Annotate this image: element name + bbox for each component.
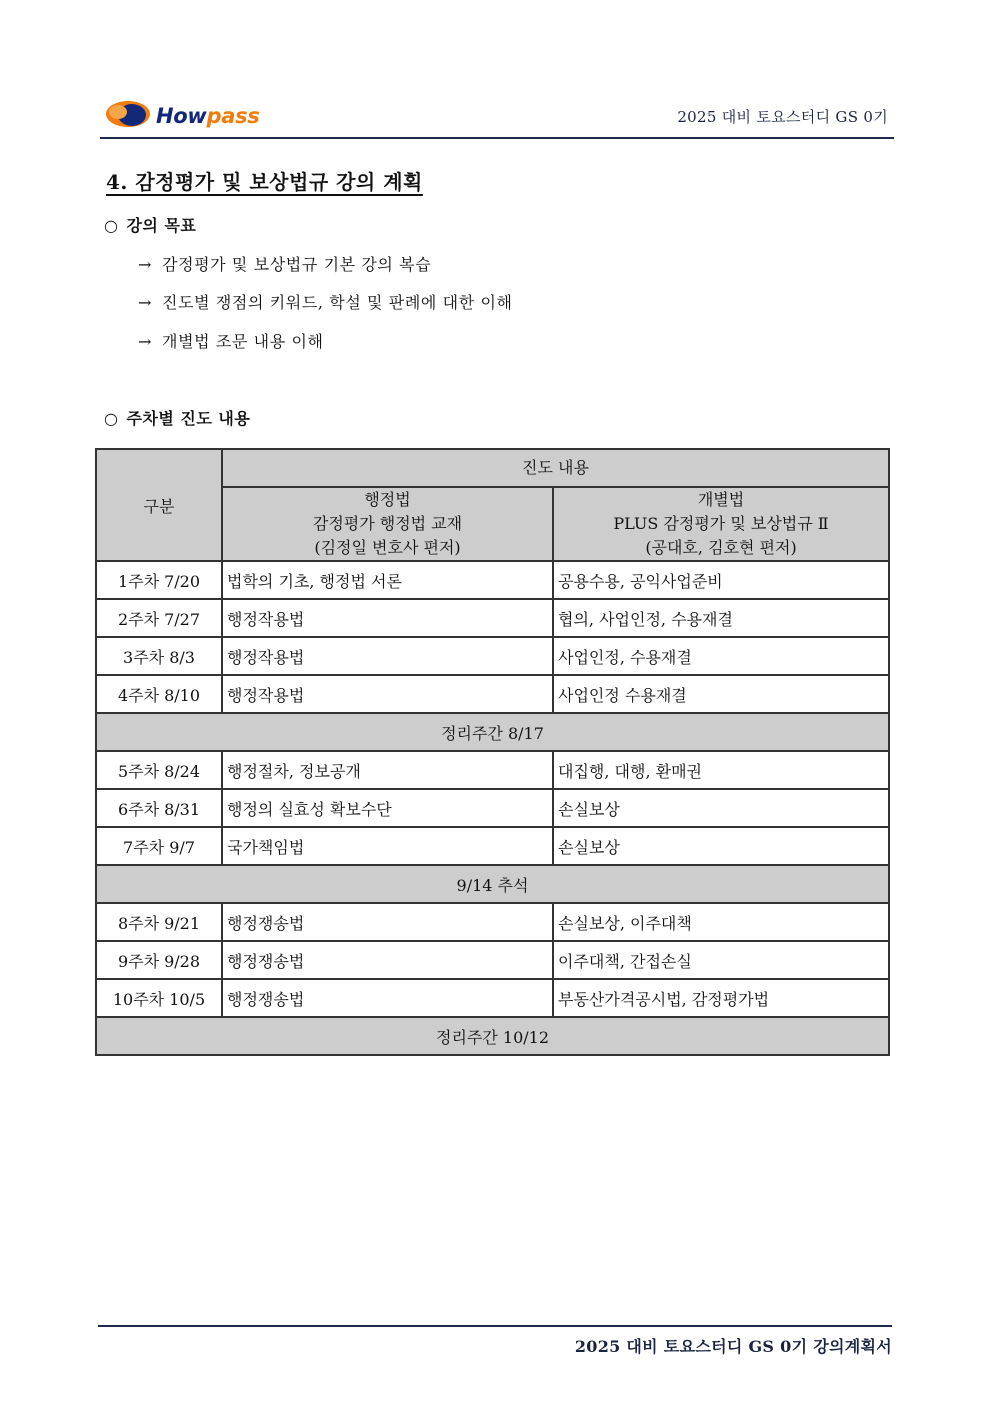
week-cell: 9주차 9/28 xyxy=(96,941,222,979)
goal-item: → 진도별 쟁점의 키워드, 학설 및 판례에 대한 이해 xyxy=(138,293,513,312)
circle-bullet-icon: ○ xyxy=(104,409,119,428)
logo-wordmark: Howpass xyxy=(156,104,260,128)
col-group-header: 구분 xyxy=(96,449,222,561)
review-week-cell: 정리주간 8/17 xyxy=(96,713,889,751)
circle-bullet-icon: ○ xyxy=(104,216,119,235)
table-row xyxy=(96,827,889,865)
right-arrow-icon: → xyxy=(138,255,153,274)
individual-law-cell: 대집행, 대행, 환매권 xyxy=(553,751,889,789)
admin-law-cell: 행정작용법 xyxy=(222,637,553,675)
admin-law-cell: 법학의 기초, 행정법 서론 xyxy=(222,561,553,599)
review-week-row xyxy=(96,865,889,903)
col-admin-law-header: 행정법 감정평가 행정법 교재 (김정일 변호사 편저) xyxy=(222,487,553,561)
schedule-heading: ○ 주차별 진도 내용 xyxy=(104,409,251,428)
review-week-cell: 정리주간 10/12 xyxy=(96,1017,889,1055)
individual-law-cell: 손실보상 xyxy=(553,789,889,827)
col-individual-law-header: 개별법 PLUS 감정평가 및 보상법규 Ⅱ (공대호, 김호현 편저) xyxy=(553,487,889,561)
right-arrow-icon: → xyxy=(138,293,153,312)
week-cell: 4주차 8/10 xyxy=(96,675,222,713)
individual-law-cell: 협의, 사업인정, 수용재결 xyxy=(553,599,889,637)
goals-heading: ○ 강의 목표 xyxy=(104,216,197,235)
week-cell: 1주차 7/20 xyxy=(96,561,222,599)
individual-law-cell: 손실보상 xyxy=(553,827,889,865)
individual-law-cell: 사업인정, 수용재결 xyxy=(553,637,889,675)
header-rule xyxy=(100,137,894,139)
section-title: 4. 감정평가 및 보상법규 강의 계획 xyxy=(106,170,423,194)
page-header xyxy=(100,96,894,138)
table-row xyxy=(96,599,889,637)
table-row xyxy=(96,675,889,713)
table-row xyxy=(96,789,889,827)
header-course-label: 2025 대비 토요스터디 GS 0기 xyxy=(677,108,888,126)
week-cell: 10주차 10/5 xyxy=(96,979,222,1017)
content-header: 진도 내용 xyxy=(222,449,889,487)
footer-label: 2025 대비 토요스터디 GS 0기 강의계획서 xyxy=(574,1337,892,1356)
table-header-row xyxy=(96,449,889,487)
week-cell: 6주차 8/31 xyxy=(96,789,222,827)
footer-rule xyxy=(98,1325,892,1327)
admin-law-cell: 행정절차, 정보공개 xyxy=(222,751,553,789)
review-week-row xyxy=(96,713,889,751)
individual-law-cell: 사업인정 수용재결 xyxy=(553,675,889,713)
admin-law-cell: 행정쟁송법 xyxy=(222,941,553,979)
individual-law-cell: 공용수용, 공익사업준비 xyxy=(553,561,889,599)
goal-item: → 개별법 조문 내용 이해 xyxy=(138,332,324,351)
review-week-row xyxy=(96,1017,889,1055)
individual-law-cell: 이주대책, 간접손실 xyxy=(553,941,889,979)
admin-law-cell: 행정작용법 xyxy=(222,599,553,637)
goal-item: → 감정평가 및 보상법규 기본 강의 복습 xyxy=(138,255,432,274)
table-row xyxy=(96,561,889,599)
admin-law-cell: 행정쟁송법 xyxy=(222,903,553,941)
individual-law-cell: 부동산가격공시법, 감정평가법 xyxy=(553,979,889,1017)
right-arrow-icon: → xyxy=(138,332,153,351)
review-week-cell: 9/14 추석 xyxy=(96,865,889,903)
week-cell: 7주차 9/7 xyxy=(96,827,222,865)
week-cell: 2주차 7/27 xyxy=(96,599,222,637)
admin-law-cell: 행정의 실효성 확보수단 xyxy=(222,789,553,827)
table-row xyxy=(96,941,889,979)
week-cell: 8주차 9/21 xyxy=(96,903,222,941)
table-row xyxy=(96,637,889,675)
table-row xyxy=(96,903,889,941)
schedule-table xyxy=(95,448,890,1056)
logo-mark-icon xyxy=(106,98,154,130)
table-row xyxy=(96,751,889,789)
admin-law-cell: 국가책임법 xyxy=(222,827,553,865)
table-row xyxy=(96,979,889,1017)
admin-law-cell: 행정작용법 xyxy=(222,675,553,713)
admin-law-cell: 행정쟁송법 xyxy=(222,979,553,1017)
howpass-logo xyxy=(106,98,296,130)
individual-law-cell: 손실보상, 이주대책 xyxy=(553,903,889,941)
week-cell: 3주차 8/3 xyxy=(96,637,222,675)
week-cell: 5주차 8/24 xyxy=(96,751,222,789)
